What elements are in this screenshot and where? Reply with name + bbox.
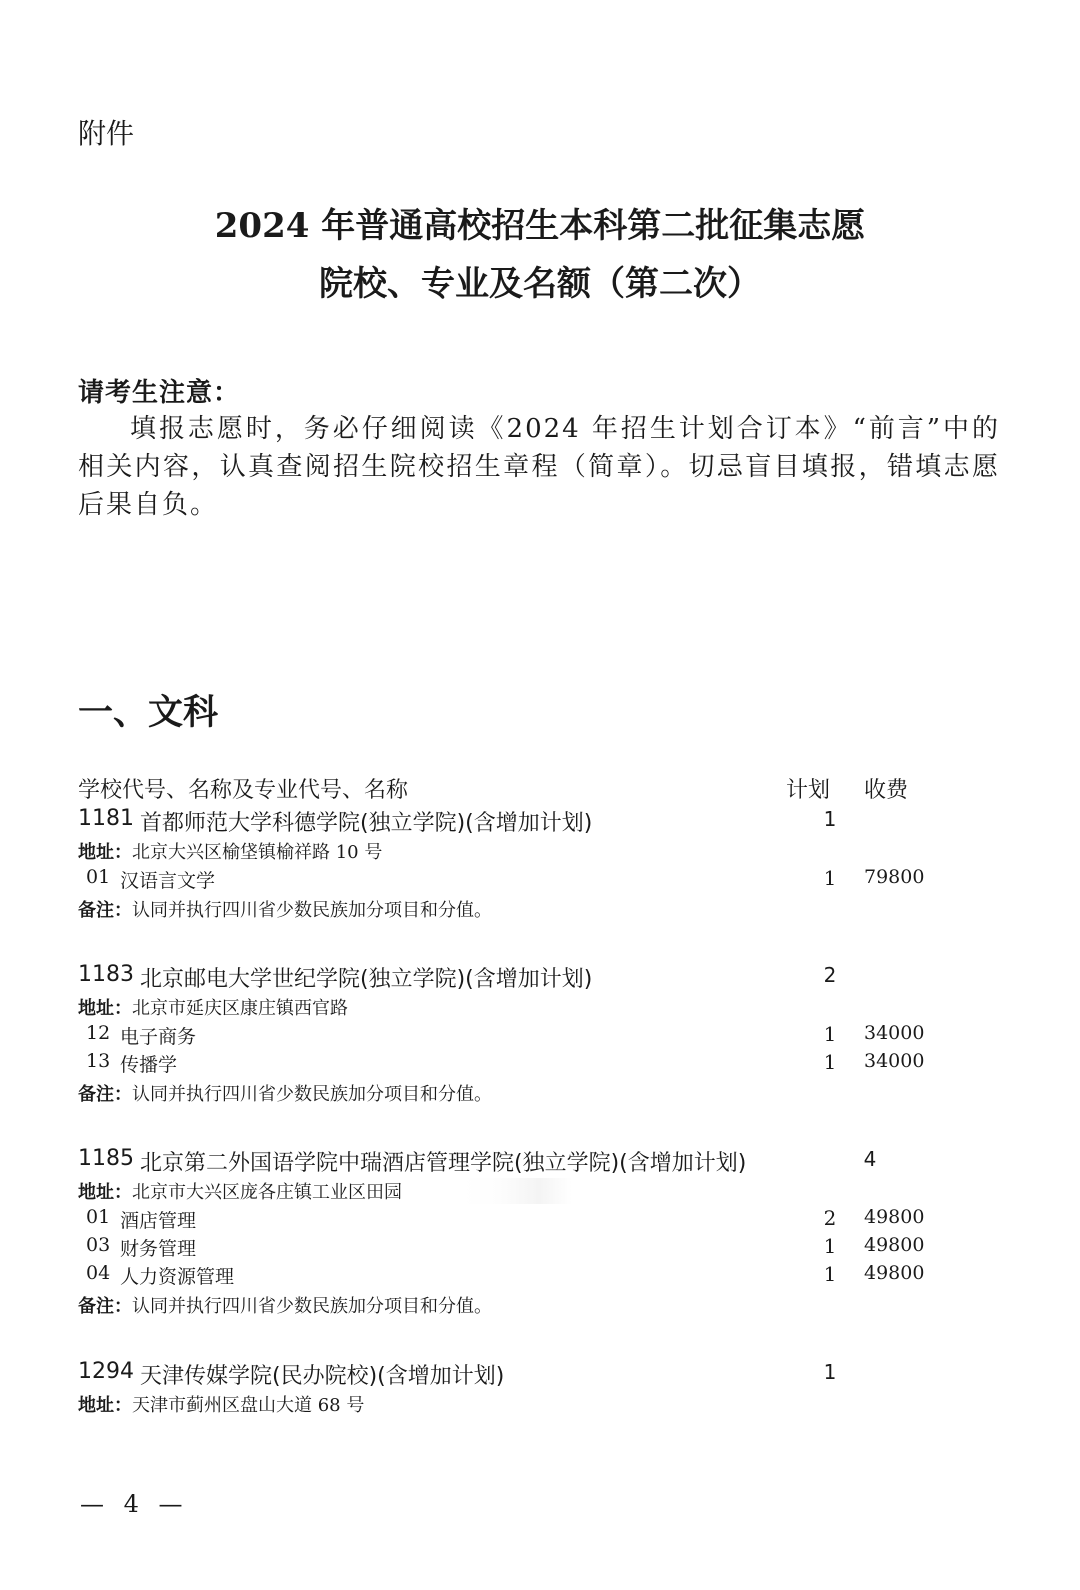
major-code: 01 — [86, 1206, 111, 1228]
major-plan: 1 — [823, 1050, 837, 1074]
major-name: 汉语言文学 — [120, 870, 216, 892]
remark-label: 备注： — [78, 900, 132, 921]
notice-heading: 请考生注意： — [78, 378, 241, 408]
major-fee: 79800 — [864, 866, 925, 888]
remark-value: 认同并执行四川省少数民族加分项目和分值。 — [132, 900, 492, 921]
remark-row — [78, 896, 492, 922]
address-value: 北京大兴区榆垡镇榆祥路 10 号 — [132, 842, 383, 863]
attachment-label: 附件 — [78, 117, 135, 150]
address-row — [78, 994, 348, 1020]
major-name: 电子商务 — [120, 1026, 197, 1048]
address-value: 北京市延庆区康庄镇西官路 — [132, 998, 348, 1019]
school-code: 1294 — [78, 1359, 134, 1384]
major-fee: 49800 — [864, 1234, 925, 1256]
address-label: 地址： — [78, 1182, 132, 1203]
major-plan: 1 — [823, 1262, 837, 1286]
page-title-line-1: 2024 年普通高校招生本科第二批征集志愿 — [214, 206, 866, 246]
table-header-plan: 计划 — [786, 778, 831, 803]
major-code: 03 — [86, 1234, 111, 1256]
address-label: 地址： — [78, 1395, 132, 1416]
major-name: 人力资源管理 — [120, 1266, 235, 1288]
address-label: 地址： — [78, 842, 132, 863]
address-row — [78, 1178, 402, 1204]
school-name: 北京第二外国语学院中瑞酒店管理学院(独立学院)(含增加计划) — [140, 1151, 747, 1176]
remark-label: 备注： — [78, 1084, 132, 1105]
address-value: 北京市大兴区庞各庄镇工业区田园 — [132, 1182, 402, 1203]
table-header-fee: 收费 — [864, 778, 909, 803]
page-title-line-2: 院校、专业及名额（第二次） — [319, 264, 761, 304]
major-fee: 49800 — [864, 1206, 925, 1228]
major-name: 传播学 — [120, 1054, 178, 1076]
major-code: 12 — [86, 1022, 111, 1044]
remark-value: 认同并执行四川省少数民族加分项目和分值。 — [132, 1296, 492, 1317]
major-plan: 1 — [823, 866, 837, 890]
school-plan: 4 — [863, 1147, 877, 1171]
school-plan: 1 — [823, 1360, 837, 1384]
major-code: 13 — [86, 1050, 111, 1072]
remark-value: 认同并执行四川省少数民族加分项目和分值。 — [132, 1084, 492, 1105]
section-title: 一、文科 — [78, 692, 219, 733]
school-name: 天津传媒学院(民办院校)(含增加计划) — [140, 1364, 505, 1389]
school-plan: 2 — [823, 963, 837, 987]
school-code: 1181 — [78, 806, 134, 831]
address-row — [78, 1391, 364, 1417]
school-plan: 1 — [823, 807, 837, 831]
address-row — [78, 838, 382, 864]
major-fee: 49800 — [864, 1262, 925, 1284]
table-header-name: 学校代号、名称及专业代号、名称 — [78, 778, 409, 803]
page-number: — 4 — — [80, 1490, 189, 1518]
major-fee: 34000 — [864, 1050, 925, 1072]
notice-body: 填报志愿时，务必仔细阅读《2024 年招生计划合订本》“前言”中的相关内容，认真查阅招生院校招生章程（简章）。切忌盲目填报，错填志愿后果自负。 — [78, 414, 1000, 520]
major-code: 04 — [86, 1262, 111, 1284]
major-name: 酒店管理 — [120, 1210, 197, 1232]
major-plan: 2 — [823, 1206, 837, 1230]
major-plan: 1 — [823, 1234, 837, 1258]
major-fee: 34000 — [864, 1022, 925, 1044]
major-name: 财务管理 — [120, 1238, 197, 1260]
address-label: 地址： — [78, 998, 132, 1019]
school-code: 1185 — [78, 1146, 134, 1171]
school-code: 1183 — [78, 962, 134, 987]
major-code: 01 — [86, 866, 111, 888]
school-name: 首都师范大学科德学院(独立学院)(含增加计划) — [140, 811, 593, 836]
remark-row — [78, 1080, 492, 1106]
address-value: 天津市蓟州区盘山大道 68 号 — [132, 1395, 365, 1416]
school-name: 北京邮电大学世纪学院(独立学院)(含增加计划) — [140, 967, 593, 992]
remark-row — [78, 1292, 492, 1318]
remark-label: 备注： — [78, 1296, 132, 1317]
watermark-smudge — [462, 1178, 572, 1204]
major-plan: 1 — [823, 1022, 837, 1046]
